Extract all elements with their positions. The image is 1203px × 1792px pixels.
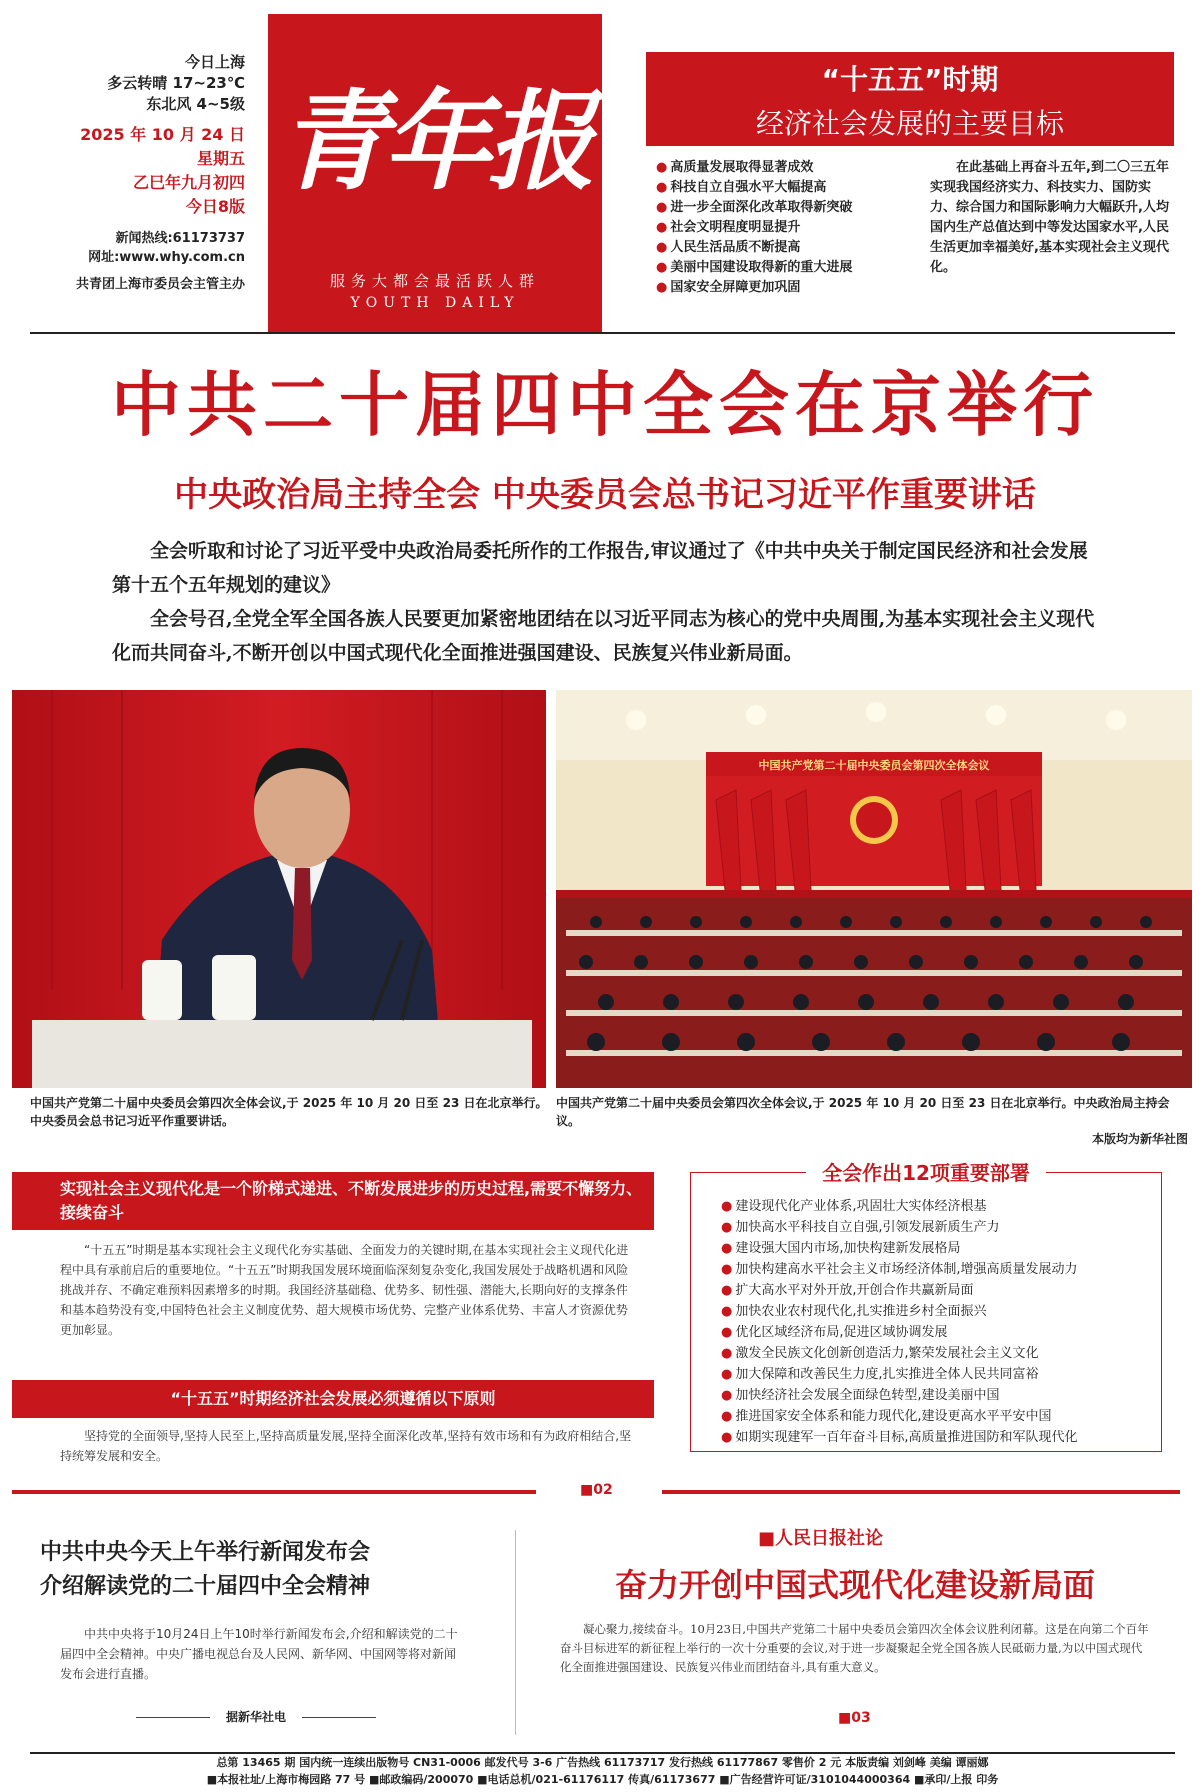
- goals-list: [656, 158, 916, 298]
- section2-body: 坚持党的全面领导,坚持人民至上,坚持高质量发展,坚持全面深化改革,坚持有效市场和有为政府相结合,坚持统筹发展和安全。: [60, 1429, 632, 1463]
- decisions-title: 全会作出12项重要部署: [806, 1157, 1046, 1186]
- masthead-slogan: 服务大都会最活跃人群: [329, 272, 540, 290]
- section1-body: “十五五”时期是基本实现社会主义现代化夯实基础、全面发力的关键时期,在基本实现社会主义现代化进程中具有承前启后的重要地位。“十五五”时期我国发展环境面临深刻复杂变化,我国发展处于战略机遇和风险挑战并存、不确定难预料因素增多的时期。我国经济基础稳、优势多、韧性强、潜能大,长期向好的支撑条件和基本趋势没有变,中国特色社会主义制度优势、超大规模市场优势、完整产业体系优势、丰富人才资源优势更加彰显。: [60, 1243, 629, 1337]
- decision-item: ● 推进国家安全体系和能力现代化,建设更高水平平安中国: [721, 1406, 1161, 1427]
- goal-item: ● 美丽中国建设取得新的重大进展: [656, 258, 916, 278]
- decision-item: ● 扩大高水平对外开放,开创合作共赢新局面: [721, 1280, 1161, 1301]
- masthead-english: YOUTH DAILY: [350, 295, 520, 311]
- section-divider-right: [662, 1490, 1180, 1494]
- decision-item: ● 加快高水平科技自立自强,引领发展新质生产力: [721, 1217, 1161, 1238]
- section-divider-left: [12, 1490, 536, 1494]
- main-headline: 中共二十届四中全会在京举行: [111, 364, 1099, 446]
- editorial-body: 凝心聚力,接续奋斗。10月23日,中国共产党第二十届中央委员会第四次全体会议胜利闭幕。这是在向第二个百年奋斗目标进军的新征程上举行的一次十分重要的会议,对于进一步凝聚起全党全国各族人民砥砺力量,为以中国式现代化全面推进强国建设、民族复兴伟业而团结奋斗,具有重大意义。: [560, 1622, 1149, 1674]
- website: 网址:www.why.com.cn: [88, 250, 245, 265]
- masthead-ear: [30, 52, 245, 294]
- decisions-list: [721, 1196, 1161, 1448]
- issue-weekday: 星期五: [196, 149, 245, 168]
- decisions-box: [690, 1161, 1162, 1452]
- page-ref-02: ■02: [580, 1482, 613, 1498]
- page-ref-03: ■03: [838, 1710, 871, 1726]
- news-source: 据新华社电: [210, 1708, 302, 1725]
- weather-forecast: 多云转晴 17~23℃: [107, 74, 245, 92]
- photo-speaker: [12, 690, 546, 1088]
- masthead-logo: [268, 14, 602, 332]
- goal-item: ● 科技自立自强水平大幅提高: [656, 178, 916, 198]
- masthead-title: 青年报: [278, 79, 591, 205]
- footer-line1: 总第 13465 期 国内统一连续出版物号 CN31-0006 邮发代号 3-6 广告热线 61173717 发行热线 61177867 零售价 2 元 本版责编 刘剑峰 美编 谭丽娜: [216, 1756, 989, 1769]
- goal-item: ● 进一步全面深化改革取得新突破: [656, 198, 916, 218]
- news-title-line2: 介绍解读党的二十届四中全会精神: [40, 1574, 371, 1599]
- news-title: [40, 1536, 490, 1604]
- decision-item: ● 加快农业农村现代化,扎实推进乡村全面振兴: [721, 1301, 1161, 1322]
- section1-title-bar: [12, 1172, 654, 1230]
- goal-item: ● 高质量发展取得显著成效: [656, 158, 916, 178]
- plenary-hall-illustration: [556, 690, 1192, 1088]
- news-body: 中共中央将于10月24日上午10时举行新闻发布会,介绍和解读党的二十届四中全会精神。中央广播电视总台及人民网、新华网、中国网等将对新闻发布会进行直播。: [60, 1627, 458, 1681]
- main-subheadline: 中央政治局主持全会 中央委员会总书记习近平作重要讲话: [174, 475, 1036, 515]
- caption-right: [556, 1094, 1188, 1148]
- goals-title-line2: 经济社会发展的主要目标: [755, 107, 1064, 140]
- decision-item: ● 建设现代化产业体系,巩固壮大实体经济根基: [721, 1196, 1161, 1217]
- news-hotline: 新闻热线:61173737: [115, 231, 245, 246]
- weather-location: 今日上海: [184, 53, 245, 71]
- sponsor: 共青团上海市委员会主管主办: [75, 277, 245, 292]
- decision-item: ● 如期实现建军一百年奋斗目标,高质量推进国防和军队现代化: [721, 1427, 1161, 1448]
- masthead-divider: [30, 332, 1175, 334]
- goal-item: ● 社会文明程度明显提升: [656, 218, 916, 238]
- footer: [30, 1752, 1175, 1788]
- goal-item: ● 人民生活品质不断提高: [656, 238, 916, 258]
- weather-wind: 东北风 4~5级: [146, 95, 245, 113]
- footer-line2: ■本报社址/上海市梅园路 77 号 ■邮政编码/200070 ■电话总机/021-61176117 传真/61173677 ■广告经营许可证/3101044000364 ■承印/上报 印务: [206, 1773, 999, 1786]
- decision-item: ● 激发全民族文化创新创造活力,繁荣发展社会主义文化: [721, 1343, 1161, 1364]
- issue-pages: 今日8版: [185, 197, 245, 216]
- goal-item: ● 国家安全屏障更加巩固: [656, 278, 916, 298]
- goals-banner: [646, 52, 1174, 146]
- section2-title: “十五五”时期经济社会发展必须遵循以下原则: [170, 1389, 496, 1408]
- speaker-illustration: [12, 690, 546, 1088]
- editorial-title: 奋力开创中国式现代化建设新局面: [614, 1566, 1095, 1604]
- photo-credit: 本版均为新华社图: [1091, 1132, 1188, 1146]
- decision-item: ● 加大保障和改善民生力度,扎实推进全体人民共同富裕: [721, 1364, 1161, 1385]
- section1-title: 实现社会主义现代化是一个阶梯式递进、不断发展进步的历史过程,需要不懈努力、接续奋斗: [60, 1179, 643, 1222]
- decision-item: ● 加快构建高水平社会主义市场经济体制,增强高质量发展动力: [721, 1259, 1161, 1280]
- issue-lunar-date: 乙巳年九月初四: [132, 173, 245, 192]
- editorial-label: ■人民日报社论: [758, 1528, 884, 1549]
- lede-paragraph-2: 全会号召,全党全军全国各族人民要更加紧密地团结在以习近平同志为核心的党中央周围,为基本实现社会主义现代化而共同奋斗,不断开创以中国式现代化全面推进强国建设、民族复兴伟业新局面。: [112, 608, 1095, 664]
- goals-text: 在此基础上再奋斗五年,到二〇三五年实现我国经济实力、科技实力、国防实力、综合国力和国际影响力大幅跃升,人均国内生产总值达到中等发达国家水平,人民生活更加幸福美好,基本实现社会主义现代化。: [930, 160, 1169, 275]
- photo-plenary-hall: [556, 690, 1192, 1088]
- lede-paragraph-1: 全会听取和讨论了习近平受中央政治局委托所作的工作报告,审议通过了《中共中央关于制定国民经济和社会发展第十五个五年规划的建议》: [112, 540, 1088, 596]
- decision-item: ● 建设强大国内市场,加快构建新发展格局: [721, 1238, 1161, 1259]
- column-separator: [515, 1530, 516, 1735]
- section2-title-bar: [12, 1380, 654, 1418]
- decision-item: ● 加快经济社会发展全面绿色转型,建设美丽中国: [721, 1385, 1161, 1406]
- issue-date: 2025 年 10 月 24 日: [80, 125, 245, 144]
- decision-item: ● 优化区域经济布局,促进区域协调发展: [721, 1322, 1161, 1343]
- news-title-line1: 中共中央今天上午举行新闻发布会: [40, 1540, 371, 1565]
- caption-right-text: 中国共产党第二十届中央委员会第四次全体会议,于 2025 年 10 月 20 日至 23 日在北京举行。中央政治局主持会议。: [556, 1096, 1170, 1128]
- caption-left: 中国共产党第二十届中央委员会第四次全体会议,于 2025 年 10 月 20 日至 23 日在北京举行。中央委员会总书记习近平作重要讲话。: [30, 1096, 548, 1128]
- hall-banner-text: 中国共产党第二十届中央委员会第四次全体会议: [758, 759, 990, 772]
- goals-title-line1: “十五五”时期: [821, 63, 999, 96]
